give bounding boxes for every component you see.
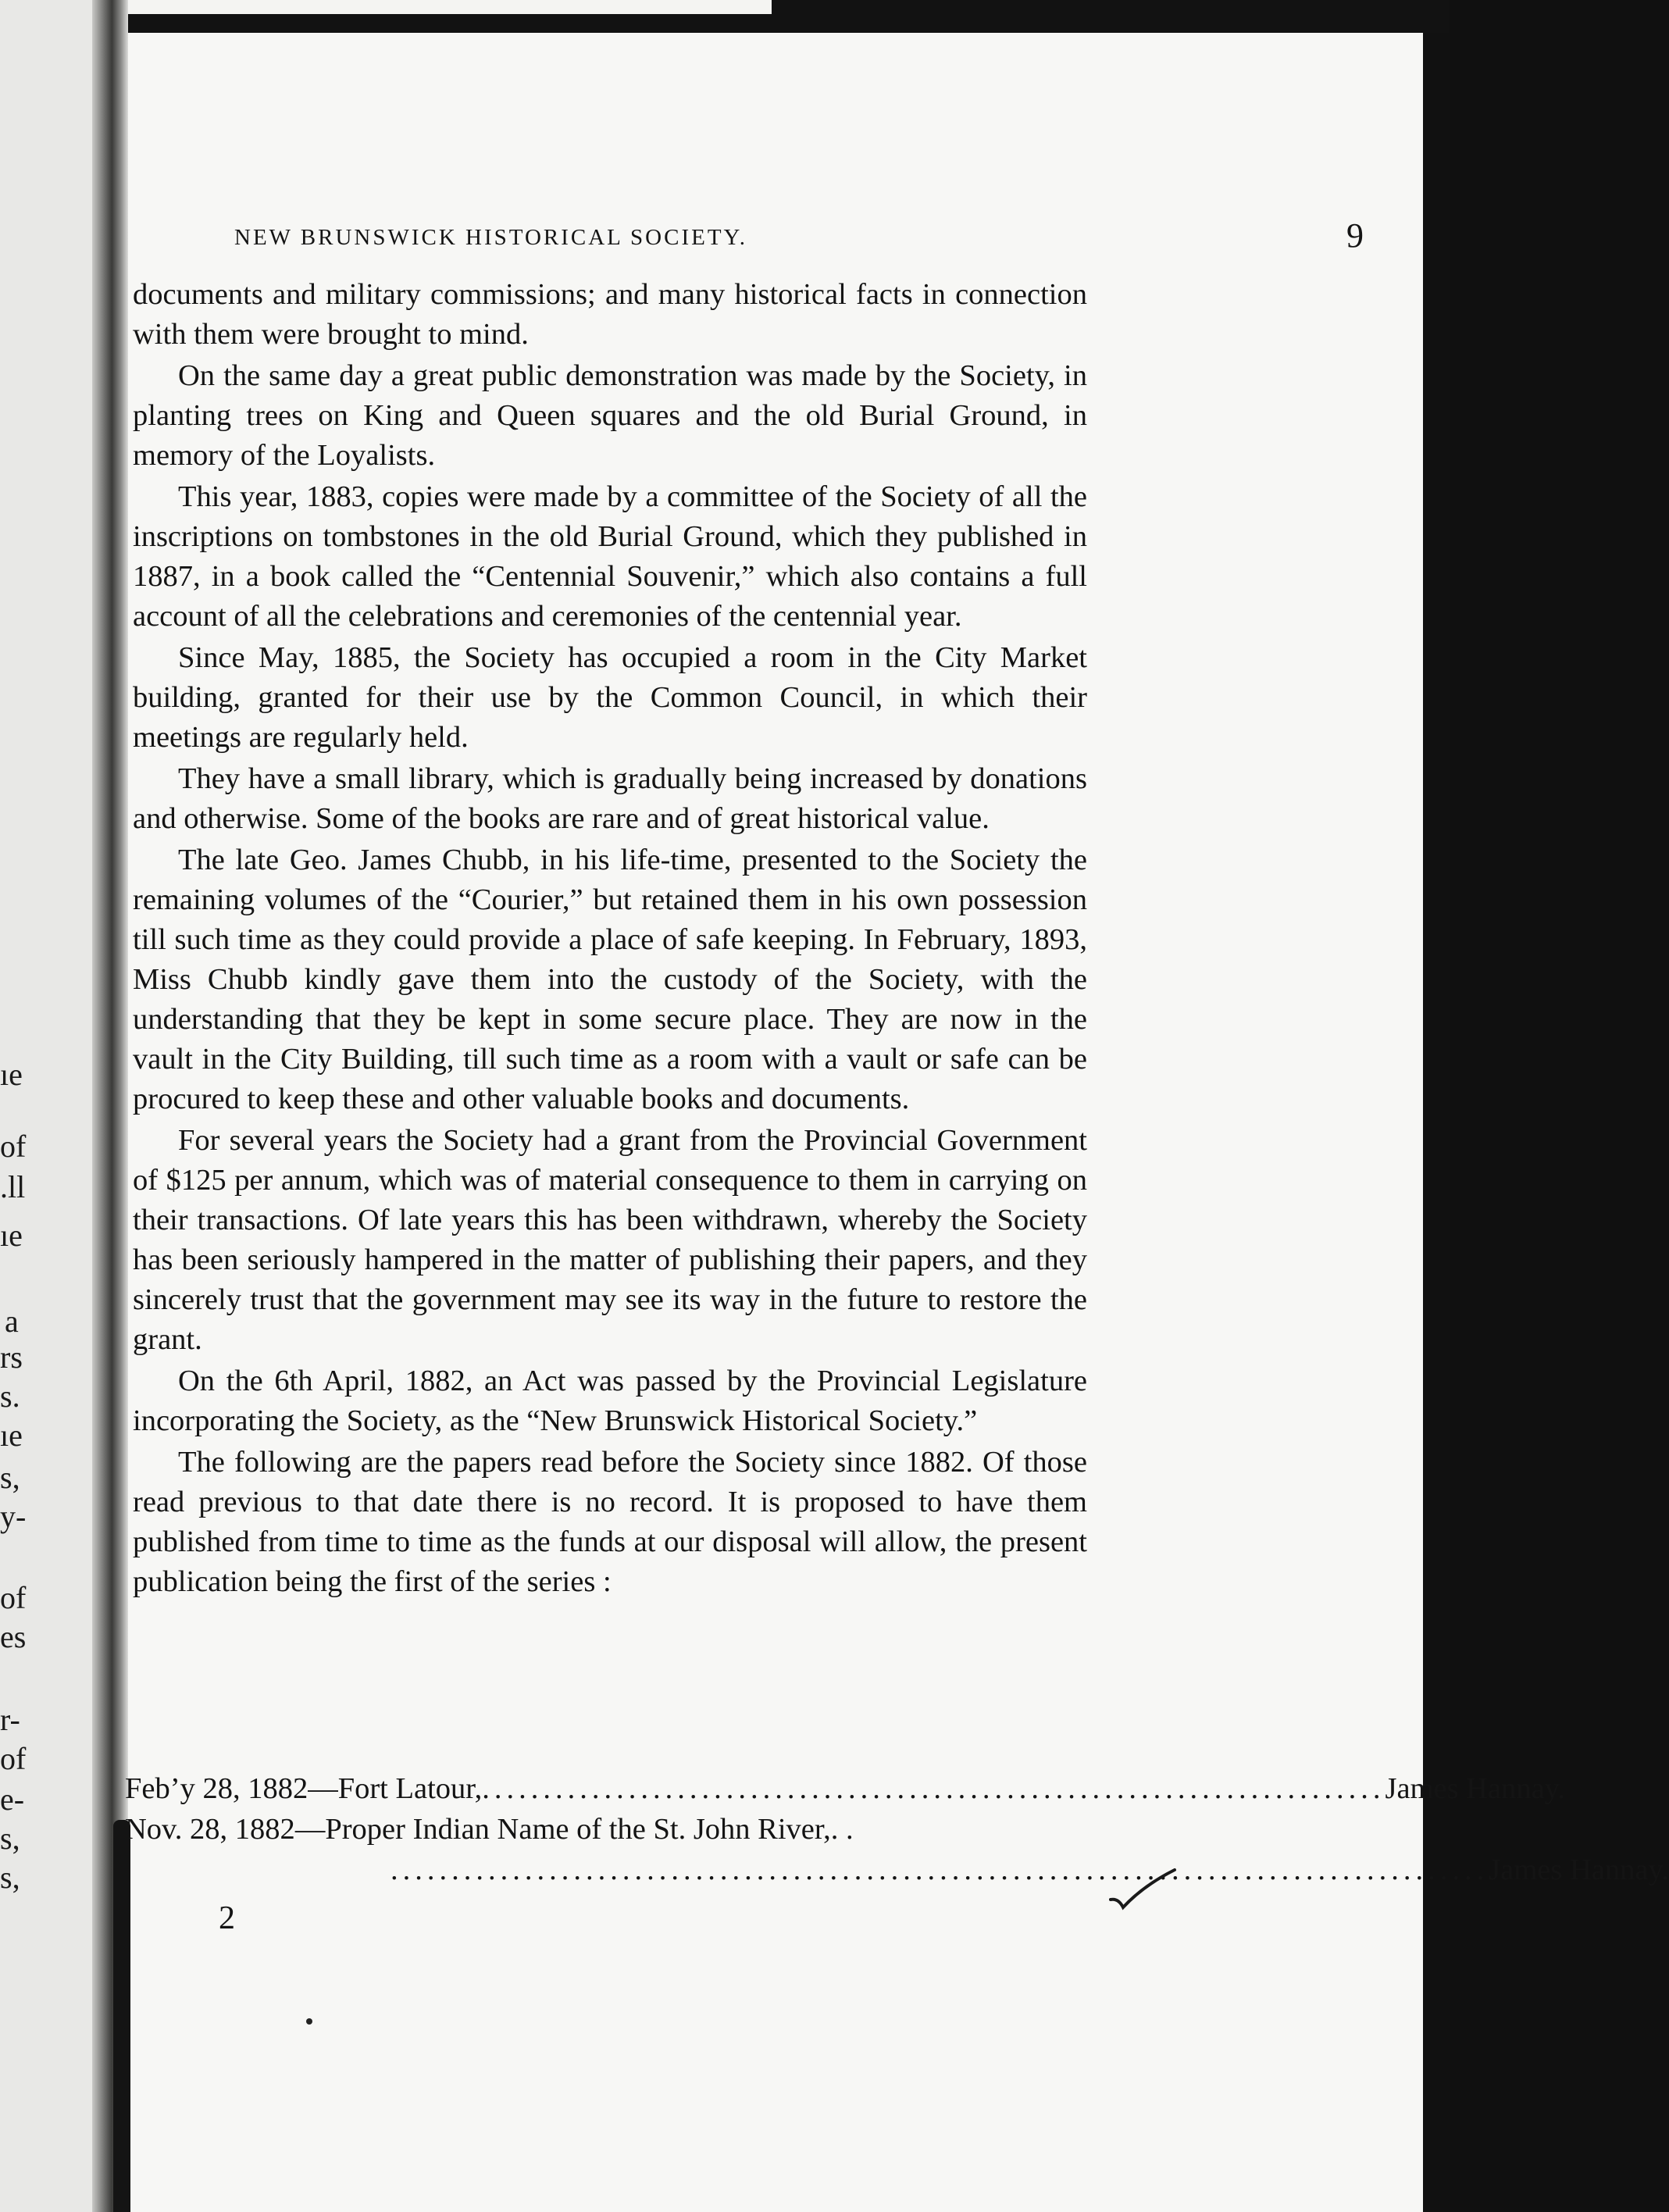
paragraph: For several years the Society had a grant from the Provincial Government of $125 per annum, which was of material consequence to them in carrying on their transactions. Of late years this has been withdrawn, whereby the Society has been seriously hampered in the matter of publishing their papers, and they sincerely trust that the government may see its way in the future to restore the grant. [133, 1124, 1087, 1356]
left-fragment: a [5, 1304, 19, 1339]
body-text [133, 275, 1087, 1604]
paper-date: Nov. 28, 1882 [125, 1813, 295, 1846]
paper-separator: — [308, 1772, 338, 1805]
paper-author: James Hannay. [1489, 1853, 1669, 1886]
paragraph: documents and military commissions; and many historical facts in connection with them were brought to mind. [133, 278, 1087, 351]
signature-mark: 2 [219, 1900, 235, 1936]
left-fragment: rs [0, 1340, 23, 1375]
paragraph: This year, 1883, copies were made by a committee of the Society of all the inscriptions on tombstones in the old Burial Ground, which they published in 1887, in a book called the “Centennial Souvenir,” which also contains a full account of all the celebrations and ceremonies of the centennial year. [133, 480, 1087, 633]
left-fragment: of [0, 1129, 27, 1164]
left-fragment: s, [0, 1460, 20, 1495]
paper-title: Proper Indian Name of the St. John River,. . [325, 1813, 854, 1846]
paper-title: Fort Latour, [337, 1772, 483, 1805]
paper-entry [125, 1768, 1566, 1809]
papers-list [125, 1768, 1669, 1890]
paper-date: Feb’y 28, 1882 [125, 1772, 308, 1805]
paragraph: The late Geo. James Chubb, in his life-time, presented to the Society the remaining volumes of the “Courier,” but retained them in his own possession till such time as they could provide a place of safe keeping. In February, 1893, Miss Chubb kindly gave them into the custody of the Society, with the understanding that they be kept in some secure place. They are now in the vault in the City Building, till such time as a room with a vault or safe can be procured to keep these and other valuable books and documents. [133, 844, 1087, 1115]
paper-separator: — [294, 1813, 326, 1846]
paragraph: Since May, 1885, the Society has occupied a room in the City Market building, granted for their use by the Common Council, in which their meetings are regularly held. [133, 641, 1087, 754]
running-header: NEW BRUNSWICK HISTORICAL SOCIETY. [234, 225, 748, 250]
left-fragment: .ll [0, 1169, 26, 1204]
check-icon [1107, 1859, 1178, 1914]
paper-author: James Hannay. [1385, 1772, 1566, 1805]
adjacent-page-fragment [0, 0, 92, 2212]
paragraph: On the 6th April, 1882, an Act was passed by the Provincial Legislature incorporating the Society, as the “New Brunswick Historical Society.” [133, 1365, 1087, 1437]
scan-top-highlight [92, 0, 772, 14]
left-fragment: y- [0, 1499, 27, 1534]
left-fragment: es [0, 1619, 27, 1654]
paragraph: The following are the papers read before the Society since 1882. Of those read previous to that date there is no record. It is proposed to have them published from time to time as the funds at our disposal will allow, the present publication being the first of the series : [133, 1446, 1087, 1598]
page-number: 9 [1346, 216, 1364, 255]
paper-entry-continuation [125, 1850, 1669, 1890]
scan-top-border [92, 0, 1450, 36]
left-fragment: s, [0, 1860, 20, 1895]
leader-dots: .......................................................................................... [391, 1853, 1489, 1886]
left-fragment: e- [0, 1782, 25, 1817]
paragraph: They have a small library, which is gradually being increased by donations and otherwise. Some of the books are rare and of great historical value. [133, 762, 1087, 835]
left-fragment: ıe [0, 1418, 23, 1453]
left-fragment: ıe [0, 1057, 23, 1092]
paper-entry [125, 1809, 1087, 1850]
left-fragment: s, [0, 1821, 20, 1856]
left-fragment: r- [0, 1702, 20, 1737]
left-fragment: s. [0, 1379, 20, 1414]
left-fragment: of [0, 1580, 27, 1615]
left-fragment: of [0, 1741, 27, 1776]
paragraph: On the same day a great public demonstration was made by the Society, in planting trees on King and Queen squares and the old Burial Ground, in memory of the Loyalists. [133, 359, 1087, 472]
ink-dot [306, 2018, 312, 2025]
leader-dots: .......................................................................... [482, 1772, 1385, 1805]
left-fragment: ıe [0, 1218, 23, 1253]
